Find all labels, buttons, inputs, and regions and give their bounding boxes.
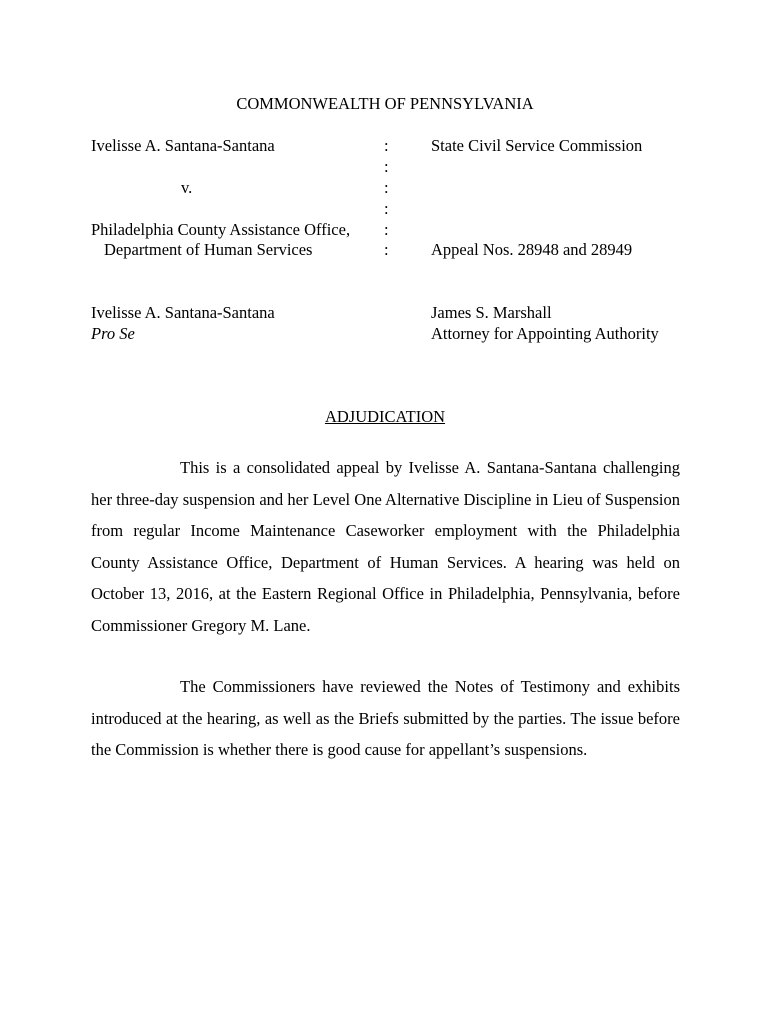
caption-colon: : bbox=[384, 157, 389, 176]
court-heading: COMMONWEALTH OF PENNSYLVANIA bbox=[236, 94, 534, 113]
caption-appeal-numbers: Appeal Nos. 28948 and 28949 bbox=[431, 240, 633, 259]
caption-colon: : bbox=[384, 199, 389, 218]
counsel-appellant-role: Pro Se bbox=[91, 324, 135, 343]
caption-appellee-line1: Philadelphia County Assistance Office, bbox=[91, 220, 351, 239]
caption-tribunal: State Civil Service Commission bbox=[431, 136, 643, 155]
body-paragraph: This is a consolidated appeal by Ivelisse A. Santana-Santana challenging her three-day suspension and her Level One Alternative Discipline in Lieu of Suspension from regular Income Maintenance Caseworker employment with the Philadelphia County Assistance Office, Department of Human Services. A hearing was held on October 13, 2016, at the Eastern Regional Office in Philadelphia, Pennsylvania, before Commissioner Gregory M. Lane. bbox=[91, 458, 680, 635]
caption-colon: : bbox=[384, 178, 389, 197]
body-paragraph: The Commissioners have reviewed the Notes of Testimony and exhibits introduced at the hearing, as well as the Briefs submitted by the parties. The issue before the Commission is whether there is good cause for appellant’s suspensions. bbox=[91, 677, 680, 759]
caption-colon: : bbox=[384, 220, 389, 239]
caption-versus: v. bbox=[181, 178, 193, 197]
caption-colon: : bbox=[384, 240, 389, 259]
adjudication-title: ADJUDICATION bbox=[324, 407, 446, 426]
counsel-appellant-name: Ivelisse A. Santana-Santana bbox=[91, 303, 275, 322]
caption-appellee-line2: Department of Human Services bbox=[104, 240, 313, 259]
counsel-authority-name: James S. Marshall bbox=[431, 303, 552, 322]
caption-colon: : bbox=[384, 136, 389, 155]
caption-appellant: Ivelisse A. Santana-Santana bbox=[91, 136, 275, 155]
counsel-authority-role: Attorney for Appointing Authority bbox=[431, 324, 659, 343]
